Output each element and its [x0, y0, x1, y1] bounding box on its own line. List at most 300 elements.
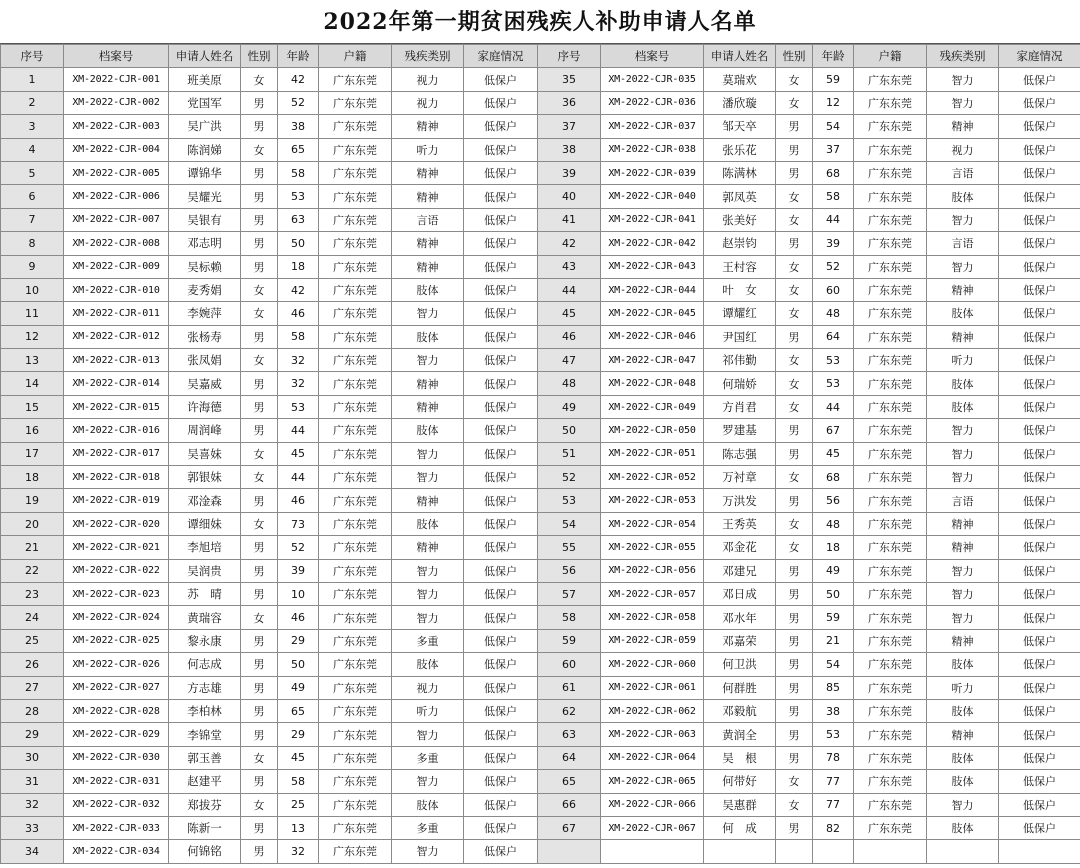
gender-cell[interactable]: 女 [241, 442, 278, 465]
file-number-cell[interactable]: XM-2022-CJR-002 [64, 91, 169, 114]
household-cell[interactable]: 广东东莞 [319, 419, 392, 442]
seq-cell[interactable]: 8 [1, 232, 64, 255]
family-status-cell[interactable]: 低保户 [464, 723, 538, 746]
seq-cell[interactable]: 53 [538, 489, 601, 512]
disability-type-cell[interactable]: 精神 [927, 629, 999, 652]
applicant-name-cell[interactable]: 郭玉善 [169, 746, 241, 769]
seq-cell[interactable]: 5 [1, 161, 64, 184]
seq-cell[interactable]: 36 [538, 91, 601, 114]
seq-cell[interactable]: 33 [1, 816, 64, 839]
family-status-cell[interactable]: 低保户 [464, 536, 538, 559]
age-cell[interactable]: 37 [813, 138, 854, 161]
household-cell[interactable]: 广东东莞 [319, 208, 392, 231]
disability-type-cell[interactable]: 精神 [392, 255, 464, 278]
age-cell[interactable]: 21 [813, 629, 854, 652]
gender-cell[interactable]: 女 [241, 793, 278, 816]
family-status-cell[interactable]: 低保户 [999, 278, 1080, 301]
gender-cell[interactable]: 女 [241, 512, 278, 535]
age-cell[interactable]: 42 [278, 68, 319, 91]
seq-cell[interactable]: 51 [538, 442, 601, 465]
age-cell[interactable]: 68 [813, 466, 854, 489]
household-cell[interactable]: 广东东莞 [854, 606, 927, 629]
gender-cell[interactable]: 女 [776, 770, 813, 793]
header-cell[interactable]: 家庭情况 [464, 45, 538, 68]
seq-cell[interactable]: 6 [1, 185, 64, 208]
gender-cell[interactable]: 男 [241, 723, 278, 746]
applicant-name-cell[interactable]: 吴广洪 [169, 115, 241, 138]
seq-cell[interactable]: 61 [538, 676, 601, 699]
disability-type-cell[interactable]: 精神 [927, 536, 999, 559]
age-cell[interactable]: 49 [278, 676, 319, 699]
household-cell[interactable]: 广东东莞 [319, 372, 392, 395]
household-cell[interactable]: 广东东莞 [319, 793, 392, 816]
header-cell[interactable]: 家庭情况 [999, 45, 1080, 68]
disability-type-cell[interactable]: 智力 [392, 770, 464, 793]
gender-cell[interactable]: 男 [241, 419, 278, 442]
age-cell[interactable]: 29 [278, 723, 319, 746]
applicant-name-cell[interactable]: 祁伟勤 [704, 349, 776, 372]
seq-cell[interactable]: 9 [1, 255, 64, 278]
household-cell[interactable]: 广东东莞 [319, 161, 392, 184]
gender-cell[interactable]: 男 [776, 489, 813, 512]
household-cell[interactable]: 广东东莞 [319, 138, 392, 161]
disability-type-cell[interactable]: 言语 [927, 161, 999, 184]
disability-type-cell[interactable]: 肢体 [927, 302, 999, 325]
file-number-cell[interactable]: XM-2022-CJR-041 [601, 208, 704, 231]
household-cell[interactable]: 广东东莞 [854, 68, 927, 91]
disability-type-cell[interactable]: 智力 [927, 606, 999, 629]
age-cell[interactable]: 54 [813, 653, 854, 676]
seq-cell[interactable]: 1 [1, 68, 64, 91]
household-cell[interactable]: 广东东莞 [319, 91, 392, 114]
file-number-cell[interactable]: XM-2022-CJR-053 [601, 489, 704, 512]
disability-type-cell[interactable]: 智力 [927, 255, 999, 278]
applicant-name-cell[interactable]: 班美原 [169, 68, 241, 91]
family-status-cell[interactable]: 低保户 [999, 161, 1080, 184]
header-cell[interactable]: 申请人姓名 [704, 45, 776, 68]
family-status-cell[interactable]: 低保户 [999, 185, 1080, 208]
gender-cell[interactable]: 男 [241, 489, 278, 512]
family-status-cell[interactable]: 低保户 [999, 115, 1080, 138]
family-status-cell[interactable]: 低保户 [464, 442, 538, 465]
seq-cell[interactable]: 39 [538, 161, 601, 184]
family-status-cell[interactable]: 低保户 [999, 629, 1080, 652]
disability-type-cell[interactable]: 精神 [392, 489, 464, 512]
family-status-cell[interactable]: 低保户 [464, 746, 538, 769]
household-cell[interactable]: 广东东莞 [319, 255, 392, 278]
family-status-cell[interactable]: 低保户 [464, 185, 538, 208]
household-cell[interactable]: 广东东莞 [319, 489, 392, 512]
age-cell[interactable]: 50 [813, 582, 854, 605]
household-cell[interactable]: 广东东莞 [319, 606, 392, 629]
applicant-name-cell[interactable]: 王村容 [704, 255, 776, 278]
age-cell[interactable]: 53 [278, 395, 319, 418]
applicant-name-cell[interactable]: 李锦堂 [169, 723, 241, 746]
disability-type-cell[interactable]: 智力 [927, 466, 999, 489]
disability-type-cell[interactable]: 视力 [392, 68, 464, 91]
family-status-cell[interactable]: 低保户 [999, 419, 1080, 442]
household-cell[interactable]: 广东东莞 [319, 466, 392, 489]
seq-cell[interactable]: 42 [538, 232, 601, 255]
applicant-name-cell[interactable]: 赵崇钧 [704, 232, 776, 255]
gender-cell[interactable]: 女 [241, 278, 278, 301]
age-cell[interactable]: 52 [813, 255, 854, 278]
household-cell[interactable]: 广东东莞 [854, 232, 927, 255]
age-cell[interactable]: 53 [278, 185, 319, 208]
age-cell[interactable]: 44 [813, 395, 854, 418]
file-number-cell[interactable]: XM-2022-CJR-006 [64, 185, 169, 208]
age-cell[interactable]: 12 [813, 91, 854, 114]
age-cell[interactable]: 68 [813, 161, 854, 184]
file-number-cell[interactable]: XM-2022-CJR-034 [64, 840, 169, 863]
gender-cell[interactable]: 男 [241, 255, 278, 278]
household-cell[interactable]: 广东东莞 [854, 699, 927, 722]
applicant-name-cell[interactable]: 潘欣璇 [704, 91, 776, 114]
age-cell[interactable]: 78 [813, 746, 854, 769]
disability-type-cell[interactable]: 多重 [392, 816, 464, 839]
household-cell[interactable]: 广东东莞 [319, 840, 392, 863]
applicant-name-cell[interactable]: 周润峰 [169, 419, 241, 442]
file-number-cell[interactable]: XM-2022-CJR-019 [64, 489, 169, 512]
file-number-cell[interactable]: XM-2022-CJR-060 [601, 653, 704, 676]
file-number-cell[interactable]: XM-2022-CJR-031 [64, 770, 169, 793]
applicant-name-cell[interactable]: 何志成 [169, 653, 241, 676]
gender-cell[interactable]: 男 [241, 115, 278, 138]
disability-type-cell[interactable]: 智力 [392, 349, 464, 372]
family-status-cell[interactable]: 低保户 [464, 138, 538, 161]
gender-cell[interactable]: 男 [241, 161, 278, 184]
household-cell[interactable]: 广东东莞 [854, 442, 927, 465]
gender-cell[interactable]: 男 [241, 653, 278, 676]
family-status-cell[interactable]: 低保户 [999, 302, 1080, 325]
file-number-cell[interactable]: XM-2022-CJR-009 [64, 255, 169, 278]
seq-cell[interactable]: 16 [1, 419, 64, 442]
disability-type-cell[interactable]: 智力 [392, 606, 464, 629]
household-cell[interactable]: 广东东莞 [854, 536, 927, 559]
gender-cell[interactable]: 男 [241, 325, 278, 348]
family-status-cell[interactable]: 低保户 [999, 676, 1080, 699]
seq-cell[interactable]: 52 [538, 466, 601, 489]
seq-cell[interactable]: 57 [538, 582, 601, 605]
family-status-cell[interactable]: 低保户 [464, 653, 538, 676]
file-number-cell[interactable]: XM-2022-CJR-014 [64, 372, 169, 395]
family-status-cell[interactable]: 低保户 [464, 840, 538, 863]
file-number-cell[interactable]: XM-2022-CJR-054 [601, 512, 704, 535]
gender-cell[interactable]: 女 [241, 466, 278, 489]
applicant-name-cell[interactable]: 邓毅航 [704, 699, 776, 722]
gender-cell[interactable]: 女 [776, 512, 813, 535]
family-status-cell[interactable]: 低保户 [999, 770, 1080, 793]
seq-cell[interactable]: 64 [538, 746, 601, 769]
gender-cell[interactable]: 男 [241, 208, 278, 231]
gender-cell[interactable]: 男 [776, 629, 813, 652]
file-number-cell[interactable]: XM-2022-CJR-046 [601, 325, 704, 348]
disability-type-cell[interactable]: 精神 [392, 161, 464, 184]
household-cell[interactable]: 广东东莞 [319, 746, 392, 769]
family-status-cell[interactable]: 低保户 [999, 723, 1080, 746]
applicant-name-cell[interactable]: 邹天卒 [704, 115, 776, 138]
seq-cell[interactable]: 50 [538, 419, 601, 442]
seq-cell[interactable]: 38 [538, 138, 601, 161]
file-number-cell[interactable]: XM-2022-CJR-001 [64, 68, 169, 91]
file-number-cell[interactable]: XM-2022-CJR-012 [64, 325, 169, 348]
header-cell[interactable]: 年龄 [278, 45, 319, 68]
file-number-cell[interactable]: XM-2022-CJR-020 [64, 512, 169, 535]
file-number-cell[interactable]: XM-2022-CJR-004 [64, 138, 169, 161]
household-cell[interactable]: 广东东莞 [319, 582, 392, 605]
applicant-name-cell[interactable]: 方肖君 [704, 395, 776, 418]
age-cell[interactable]: 32 [278, 372, 319, 395]
disability-type-cell[interactable]: 肢体 [392, 653, 464, 676]
gender-cell[interactable]: 女 [241, 746, 278, 769]
file-number-cell[interactable]: XM-2022-CJR-066 [601, 793, 704, 816]
household-cell[interactable]: 广东东莞 [854, 653, 927, 676]
applicant-name-cell[interactable]: 莫瑞欢 [704, 68, 776, 91]
age-cell[interactable]: 58 [278, 770, 319, 793]
applicant-name-cell[interactable]: 邓志明 [169, 232, 241, 255]
seq-cell[interactable]: 23 [1, 582, 64, 605]
header-cell[interactable]: 残疾类别 [927, 45, 999, 68]
seq-cell[interactable]: 17 [1, 442, 64, 465]
family-status-cell[interactable]: 低保户 [999, 536, 1080, 559]
disability-type-cell[interactable]: 智力 [392, 840, 464, 863]
applicant-name-cell[interactable]: 邓淦森 [169, 489, 241, 512]
applicant-name-cell[interactable]: 邓水年 [704, 606, 776, 629]
seq-cell[interactable]: 30 [1, 746, 64, 769]
seq-cell[interactable]: 25 [1, 629, 64, 652]
seq-cell[interactable]: 18 [1, 466, 64, 489]
seq-cell[interactable]: 12 [1, 325, 64, 348]
seq-cell[interactable]: 60 [538, 653, 601, 676]
applicant-name-cell[interactable]: 陈润娣 [169, 138, 241, 161]
family-status-cell[interactable]: 低保户 [999, 372, 1080, 395]
seq-cell[interactable]: 54 [538, 512, 601, 535]
family-status-cell[interactable]: 低保户 [464, 793, 538, 816]
disability-type-cell[interactable]: 肢体 [392, 325, 464, 348]
family-status-cell[interactable]: 低保户 [999, 208, 1080, 231]
seq-cell[interactable]: 35 [538, 68, 601, 91]
file-number-cell[interactable]: XM-2022-CJR-049 [601, 395, 704, 418]
disability-type-cell[interactable]: 视力 [927, 138, 999, 161]
gender-cell[interactable]: 男 [776, 582, 813, 605]
seq-cell[interactable]: 37 [538, 115, 601, 138]
household-cell[interactable]: 广东东莞 [854, 793, 927, 816]
family-status-cell[interactable]: 低保户 [464, 582, 538, 605]
applicant-name-cell[interactable]: 赵建平 [169, 770, 241, 793]
seq-cell[interactable]: 47 [538, 349, 601, 372]
applicant-name-cell[interactable]: 吴银有 [169, 208, 241, 231]
disability-type-cell[interactable]: 精神 [392, 536, 464, 559]
seq-cell[interactable]: 20 [1, 512, 64, 535]
disability-type-cell[interactable]: 肢体 [927, 746, 999, 769]
gender-cell[interactable]: 男 [776, 559, 813, 582]
gender-cell[interactable]: 男 [241, 232, 278, 255]
header-cell[interactable]: 残疾类别 [392, 45, 464, 68]
gender-cell[interactable]: 男 [776, 442, 813, 465]
disability-type-cell[interactable]: 智力 [927, 559, 999, 582]
age-cell[interactable]: 77 [813, 793, 854, 816]
age-cell[interactable]: 45 [813, 442, 854, 465]
applicant-name-cell[interactable]: 叶 女 [704, 278, 776, 301]
gender-cell[interactable]: 女 [776, 91, 813, 114]
applicant-name-cell[interactable]: 张乐花 [704, 138, 776, 161]
household-cell[interactable]: 广东东莞 [854, 278, 927, 301]
seq-cell[interactable]: 15 [1, 395, 64, 418]
family-status-cell[interactable]: 低保户 [999, 489, 1080, 512]
file-number-cell[interactable]: XM-2022-CJR-021 [64, 536, 169, 559]
disability-type-cell[interactable]: 智力 [392, 466, 464, 489]
gender-cell[interactable]: 男 [241, 582, 278, 605]
household-cell[interactable]: 广东东莞 [854, 770, 927, 793]
family-status-cell[interactable]: 低保户 [464, 395, 538, 418]
seq-cell[interactable]: 58 [538, 606, 601, 629]
header-cell[interactable]: 档案号 [64, 45, 169, 68]
seq-cell[interactable]: 34 [1, 840, 64, 863]
applicant-name-cell[interactable]: 何锦铭 [169, 840, 241, 863]
gender-cell[interactable]: 女 [776, 349, 813, 372]
applicant-name-cell[interactable]: 苏 晴 [169, 582, 241, 605]
household-cell[interactable]: 广东东莞 [854, 816, 927, 839]
applicant-name-cell[interactable]: 万衬章 [704, 466, 776, 489]
file-number-cell[interactable]: XM-2022-CJR-045 [601, 302, 704, 325]
age-cell[interactable]: 38 [813, 699, 854, 722]
file-number-cell[interactable]: XM-2022-CJR-057 [601, 582, 704, 605]
file-number-cell[interactable]: XM-2022-CJR-032 [64, 793, 169, 816]
file-number-cell[interactable]: XM-2022-CJR-024 [64, 606, 169, 629]
seq-cell[interactable]: 22 [1, 559, 64, 582]
age-cell[interactable]: 85 [813, 676, 854, 699]
family-status-cell[interactable]: 低保户 [999, 512, 1080, 535]
gender-cell[interactable]: 女 [241, 138, 278, 161]
age-cell[interactable]: 32 [278, 349, 319, 372]
disability-type-cell[interactable] [927, 840, 999, 863]
seq-cell[interactable]: 24 [1, 606, 64, 629]
seq-cell[interactable]: 41 [538, 208, 601, 231]
disability-type-cell[interactable]: 精神 [927, 723, 999, 746]
file-number-cell[interactable]: XM-2022-CJR-052 [601, 466, 704, 489]
age-cell[interactable]: 58 [813, 185, 854, 208]
disability-type-cell[interactable]: 智力 [392, 559, 464, 582]
file-number-cell[interactable]: XM-2022-CJR-037 [601, 115, 704, 138]
family-status-cell[interactable]: 低保户 [464, 512, 538, 535]
file-number-cell[interactable]: XM-2022-CJR-050 [601, 419, 704, 442]
file-number-cell[interactable]: XM-2022-CJR-047 [601, 349, 704, 372]
household-cell[interactable]: 广东东莞 [319, 770, 392, 793]
household-cell[interactable]: 广东东莞 [319, 699, 392, 722]
seq-cell[interactable] [538, 840, 601, 863]
file-number-cell[interactable] [601, 840, 704, 863]
applicant-name-cell[interactable]: 张杨寿 [169, 325, 241, 348]
gender-cell[interactable]: 男 [776, 138, 813, 161]
family-status-cell[interactable]: 低保户 [999, 559, 1080, 582]
disability-type-cell[interactable]: 听力 [927, 349, 999, 372]
seq-cell[interactable]: 4 [1, 138, 64, 161]
family-status-cell[interactable]: 低保户 [464, 466, 538, 489]
age-cell[interactable]: 46 [278, 302, 319, 325]
file-number-cell[interactable]: XM-2022-CJR-056 [601, 559, 704, 582]
applicant-name-cell[interactable]: 何带好 [704, 770, 776, 793]
disability-type-cell[interactable]: 言语 [927, 232, 999, 255]
gender-cell[interactable]: 男 [241, 185, 278, 208]
household-cell[interactable]: 广东东莞 [319, 349, 392, 372]
family-status-cell[interactable]: 低保户 [999, 746, 1080, 769]
file-number-cell[interactable]: XM-2022-CJR-027 [64, 676, 169, 699]
disability-type-cell[interactable]: 智力 [927, 793, 999, 816]
gender-cell[interactable]: 女 [241, 606, 278, 629]
gender-cell[interactable]: 女 [241, 349, 278, 372]
age-cell[interactable]: 42 [278, 278, 319, 301]
age-cell[interactable]: 82 [813, 816, 854, 839]
gender-cell[interactable]: 女 [241, 302, 278, 325]
file-number-cell[interactable]: XM-2022-CJR-064 [601, 746, 704, 769]
applicant-name-cell[interactable]: 郑拔芬 [169, 793, 241, 816]
age-cell[interactable]: 10 [278, 582, 319, 605]
seq-cell[interactable]: 62 [538, 699, 601, 722]
gender-cell[interactable]: 男 [776, 816, 813, 839]
file-number-cell[interactable]: XM-2022-CJR-016 [64, 419, 169, 442]
gender-cell[interactable]: 女 [241, 68, 278, 91]
applicant-name-cell[interactable]: 何卫洪 [704, 653, 776, 676]
family-status-cell[interactable]: 低保户 [999, 138, 1080, 161]
applicant-name-cell[interactable]: 黄瑞容 [169, 606, 241, 629]
applicant-name-cell[interactable]: 李柏林 [169, 699, 241, 722]
applicant-name-cell[interactable]: 何 成 [704, 816, 776, 839]
applicant-name-cell[interactable]: 吴 根 [704, 746, 776, 769]
seq-cell[interactable]: 28 [1, 699, 64, 722]
disability-type-cell[interactable]: 肢体 [927, 372, 999, 395]
gender-cell[interactable]: 女 [776, 793, 813, 816]
age-cell[interactable]: 60 [813, 278, 854, 301]
disability-type-cell[interactable]: 视力 [392, 91, 464, 114]
age-cell[interactable]: 52 [278, 91, 319, 114]
family-status-cell[interactable]: 低保户 [999, 816, 1080, 839]
disability-type-cell[interactable]: 智力 [392, 582, 464, 605]
age-cell[interactable]: 46 [278, 489, 319, 512]
applicant-name-cell[interactable]: 谭耀红 [704, 302, 776, 325]
gender-cell[interactable]: 女 [776, 255, 813, 278]
seq-cell[interactable]: 14 [1, 372, 64, 395]
family-status-cell[interactable]: 低保户 [464, 325, 538, 348]
file-number-cell[interactable]: XM-2022-CJR-025 [64, 629, 169, 652]
seq-cell[interactable]: 46 [538, 325, 601, 348]
household-cell[interactable]: 广东东莞 [319, 676, 392, 699]
seq-cell[interactable]: 27 [1, 676, 64, 699]
family-status-cell[interactable]: 低保户 [464, 349, 538, 372]
file-number-cell[interactable]: XM-2022-CJR-044 [601, 278, 704, 301]
seq-cell[interactable]: 55 [538, 536, 601, 559]
household-cell[interactable]: 广东东莞 [854, 349, 927, 372]
gender-cell[interactable]: 男 [776, 653, 813, 676]
file-number-cell[interactable]: XM-2022-CJR-026 [64, 653, 169, 676]
seq-cell[interactable]: 67 [538, 816, 601, 839]
file-number-cell[interactable]: XM-2022-CJR-051 [601, 442, 704, 465]
gender-cell[interactable]: 男 [241, 840, 278, 863]
family-status-cell[interactable]: 低保户 [464, 419, 538, 442]
family-status-cell[interactable]: 低保户 [464, 232, 538, 255]
age-cell[interactable]: 45 [278, 442, 319, 465]
disability-type-cell[interactable]: 言语 [927, 489, 999, 512]
disability-type-cell[interactable]: 听力 [392, 699, 464, 722]
household-cell[interactable]: 广东东莞 [319, 629, 392, 652]
age-cell[interactable]: 56 [813, 489, 854, 512]
applicant-name-cell[interactable]: 谭细妹 [169, 512, 241, 535]
gender-cell[interactable]: 男 [776, 723, 813, 746]
header-cell[interactable]: 性别 [776, 45, 813, 68]
family-status-cell[interactable]: 低保户 [464, 91, 538, 114]
gender-cell[interactable]: 男 [241, 91, 278, 114]
household-cell[interactable]: 广东东莞 [854, 255, 927, 278]
seq-cell[interactable]: 11 [1, 302, 64, 325]
